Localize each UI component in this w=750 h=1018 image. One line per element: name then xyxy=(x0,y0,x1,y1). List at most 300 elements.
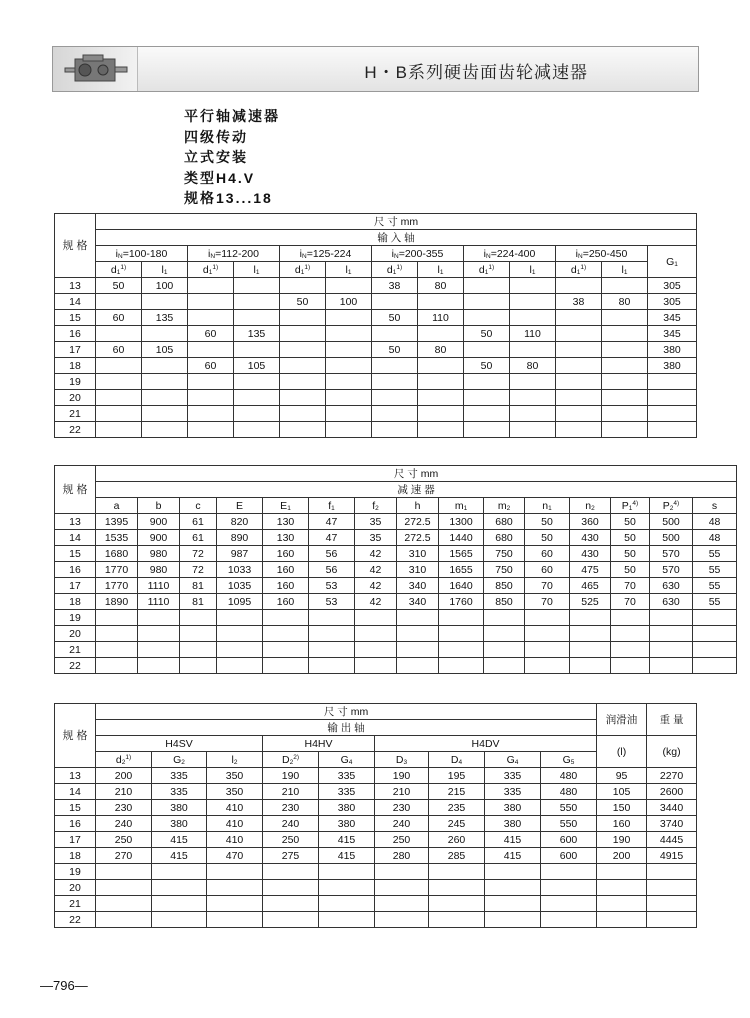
table-cell: 475 xyxy=(570,562,611,578)
product-description xyxy=(184,106,280,209)
table-cell: 900 xyxy=(138,514,180,530)
table-cell xyxy=(96,406,142,422)
table-cell: 80 xyxy=(418,278,464,294)
table-cell: 48 xyxy=(693,530,737,546)
table-cell xyxy=(280,374,326,390)
table-cell: 53 xyxy=(309,594,355,610)
table-cell: 35 xyxy=(355,530,397,546)
table-row xyxy=(55,880,697,896)
table-cell: 3740 xyxy=(647,816,697,832)
table-cell: 1395 xyxy=(96,514,138,530)
ratio-header: $i_N=250-450$ xyxy=(556,246,648,262)
table-cell: 230 xyxy=(96,800,152,816)
table-cell: 50 xyxy=(525,530,570,546)
table-cell: 890 xyxy=(217,530,263,546)
table-cell: 415 xyxy=(485,832,541,848)
table-cell xyxy=(234,422,280,438)
table-cell: 410 xyxy=(207,832,263,848)
table-cell: 16 xyxy=(55,816,96,832)
table-row xyxy=(55,800,697,816)
table-cell: 17 xyxy=(55,832,96,848)
table-cell xyxy=(142,358,188,374)
table-cell xyxy=(188,342,234,358)
table-cell xyxy=(611,626,650,642)
table-cell xyxy=(142,374,188,390)
table-cell xyxy=(556,390,602,406)
table-cell xyxy=(510,422,556,438)
table-cell: 550 xyxy=(541,816,597,832)
table-cell xyxy=(217,642,263,658)
table-cell xyxy=(142,422,188,438)
table-cell: 81 xyxy=(180,578,217,594)
table-cell xyxy=(326,310,372,326)
table-cell: 105 xyxy=(142,342,188,358)
table-cell: 160 xyxy=(263,562,309,578)
table-cell: 13 xyxy=(55,768,96,784)
table-cell: 135 xyxy=(142,310,188,326)
table-cell: 18 xyxy=(55,848,96,864)
table-cell: 100 xyxy=(326,294,372,310)
subtitle-line: 类型H4.V xyxy=(184,169,256,186)
table-cell: 80 xyxy=(602,294,648,310)
table-cell: 380 xyxy=(485,800,541,816)
table-cell: 38 xyxy=(556,294,602,310)
table-cell: 305 xyxy=(648,278,697,294)
page-header xyxy=(52,46,699,92)
table-cell: 55 xyxy=(693,594,737,610)
table-row xyxy=(55,768,697,784)
table-cell: 150 xyxy=(597,800,647,816)
table-cell xyxy=(510,294,556,310)
d1-header: $d_1^{1)}$ xyxy=(556,262,602,278)
table-cell: 1760 xyxy=(439,594,484,610)
table-cell xyxy=(648,374,697,390)
gear-reducer-icon xyxy=(53,47,138,91)
table-row xyxy=(55,816,697,832)
table-cell xyxy=(464,422,510,438)
subtitle-line: 立式安装 xyxy=(184,149,248,165)
table-cell xyxy=(648,422,697,438)
table-cell: 15 xyxy=(55,310,96,326)
table-cell xyxy=(326,342,372,358)
table-cell xyxy=(597,880,647,896)
table-cell: 160 xyxy=(597,816,647,832)
ratio-header: $i_N=100-180$ xyxy=(96,246,188,262)
table-cell: 335 xyxy=(152,784,207,800)
table-row xyxy=(55,848,697,864)
table-cell xyxy=(397,658,439,674)
table-cell: 1680 xyxy=(96,546,138,562)
table-row xyxy=(55,530,737,546)
table-cell: 50 xyxy=(525,514,570,530)
table-cell xyxy=(597,912,647,928)
group-header: 输 入 轴 xyxy=(96,230,697,246)
table-cell xyxy=(217,658,263,674)
subtitle-line: 规格13...18 xyxy=(184,190,273,206)
table-cell xyxy=(142,390,188,406)
table-cell xyxy=(372,390,418,406)
table-cell xyxy=(602,390,648,406)
table-cell: 21 xyxy=(55,642,96,658)
table-cell xyxy=(96,294,142,310)
table-cell: 95 xyxy=(597,768,647,784)
table-cell: 380 xyxy=(319,816,375,832)
table-cell: 20 xyxy=(55,390,96,406)
l1-header: $l_1$ xyxy=(234,262,280,278)
table-cell: 70 xyxy=(525,578,570,594)
table-cell xyxy=(188,406,234,422)
table-cell: 550 xyxy=(541,800,597,816)
table-cell: 1110 xyxy=(138,594,180,610)
table-cell xyxy=(650,610,693,626)
table-cell xyxy=(439,642,484,658)
ratio-header: $i_N=224-400$ xyxy=(464,246,556,262)
spec-header: 规 格 xyxy=(55,214,96,278)
table-cell: 50 xyxy=(464,326,510,342)
table-cell xyxy=(541,896,597,912)
column-header: $G_2$ xyxy=(152,752,207,768)
output-shaft-table xyxy=(54,703,697,928)
table-cell: 55 xyxy=(693,562,737,578)
table-cell xyxy=(693,642,737,658)
table-cell: 56 xyxy=(309,562,355,578)
table-cell: 345 xyxy=(648,326,697,342)
table-cell xyxy=(429,864,485,880)
table-cell xyxy=(188,310,234,326)
table-cell xyxy=(510,278,556,294)
table-cell xyxy=(372,358,418,374)
table-cell xyxy=(217,626,263,642)
table-cell: 13 xyxy=(55,514,96,530)
table-cell: 130 xyxy=(263,514,309,530)
table-cell xyxy=(464,278,510,294)
table-cell: 230 xyxy=(375,800,429,816)
table-cell: 415 xyxy=(319,848,375,864)
table-cell: 21 xyxy=(55,896,96,912)
table-cell: 340 xyxy=(397,594,439,610)
table-cell xyxy=(602,326,648,342)
table-cell: 42 xyxy=(355,594,397,610)
table-row xyxy=(55,374,697,390)
table-cell xyxy=(418,406,464,422)
table-cell xyxy=(372,422,418,438)
table-cell: 61 xyxy=(180,514,217,530)
table-cell: 500 xyxy=(650,514,693,530)
table-cell: 600 xyxy=(541,832,597,848)
table-cell xyxy=(541,880,597,896)
table-cell: 60 xyxy=(525,546,570,562)
table-cell: 50 xyxy=(96,278,142,294)
table-cell xyxy=(180,610,217,626)
table-cell xyxy=(326,326,372,342)
table-cell xyxy=(142,406,188,422)
table-cell: 380 xyxy=(152,816,207,832)
table-cell xyxy=(138,642,180,658)
table-cell xyxy=(263,896,319,912)
table-cell: 360 xyxy=(570,514,611,530)
table-cell: 110 xyxy=(510,326,556,342)
table-cell: 72 xyxy=(180,546,217,562)
table-cell: 55 xyxy=(693,546,737,562)
table-cell: 335 xyxy=(319,768,375,784)
table-cell: 60 xyxy=(188,326,234,342)
d1-header: $d_1^{1)}$ xyxy=(372,262,418,278)
table-cell: 105 xyxy=(234,358,280,374)
table-cell: 17 xyxy=(55,578,96,594)
table-cell: 310 xyxy=(397,562,439,578)
table-cell xyxy=(611,658,650,674)
table-cell xyxy=(510,406,556,422)
table-cell: 130 xyxy=(263,530,309,546)
table-cell xyxy=(138,610,180,626)
table-cell xyxy=(263,880,319,896)
table-cell xyxy=(556,326,602,342)
table-cell xyxy=(234,278,280,294)
table-cell xyxy=(372,294,418,310)
table-cell xyxy=(647,896,697,912)
table-cell xyxy=(418,374,464,390)
table-cell: 335 xyxy=(485,784,541,800)
table-cell: 19 xyxy=(55,610,96,626)
table-cell: 70 xyxy=(611,578,650,594)
table-cell: 470 xyxy=(207,848,263,864)
table-cell: 1440 xyxy=(439,530,484,546)
d1-header: $d_1^{1)}$ xyxy=(188,262,234,278)
table-cell xyxy=(650,658,693,674)
table-cell: 42 xyxy=(355,578,397,594)
table-row xyxy=(55,562,737,578)
column-header: $m_1$ xyxy=(439,498,484,514)
table-cell xyxy=(525,610,570,626)
table-cell: 135 xyxy=(234,326,280,342)
table-cell xyxy=(397,626,439,642)
page-number: —796— xyxy=(40,978,88,993)
table-cell: 415 xyxy=(485,848,541,864)
table-row xyxy=(55,422,697,438)
table-cell: 195 xyxy=(429,768,485,784)
table-cell xyxy=(234,406,280,422)
table-cell xyxy=(152,912,207,928)
table-cell: 4445 xyxy=(647,832,697,848)
table-cell: 335 xyxy=(152,768,207,784)
column-header: $n_2$ xyxy=(570,498,611,514)
table-cell xyxy=(556,374,602,390)
table-cell: 280 xyxy=(375,848,429,864)
table-cell xyxy=(541,912,597,928)
table-cell xyxy=(510,374,556,390)
table-cell: 50 xyxy=(611,562,650,578)
oil-header: 润滑油 xyxy=(597,704,647,736)
table-cell: 210 xyxy=(96,784,152,800)
table-cell: 50 xyxy=(611,546,650,562)
table-cell: 35 xyxy=(355,514,397,530)
table-cell xyxy=(96,326,142,342)
table-cell: 70 xyxy=(525,594,570,610)
table-cell xyxy=(152,896,207,912)
table-cell: 50 xyxy=(372,310,418,326)
table-cell xyxy=(602,310,648,326)
table-cell: 70 xyxy=(611,594,650,610)
table-cell xyxy=(525,658,570,674)
type-header: H4SV xyxy=(96,736,263,752)
reducer-dimension-table xyxy=(54,465,737,674)
table-row xyxy=(55,310,697,326)
table-cell: 240 xyxy=(375,816,429,832)
table-cell xyxy=(485,880,541,896)
table-cell xyxy=(418,326,464,342)
table-cell xyxy=(96,358,142,374)
table-cell: 900 xyxy=(138,530,180,546)
table-cell: 61 xyxy=(180,530,217,546)
table-cell: 56 xyxy=(309,546,355,562)
table-cell: 1770 xyxy=(96,578,138,594)
table-cell xyxy=(207,880,263,896)
table-cell: 42 xyxy=(355,546,397,562)
table-cell xyxy=(375,864,429,880)
table-cell: 17 xyxy=(55,342,96,358)
table-cell xyxy=(556,422,602,438)
table-cell: 2600 xyxy=(647,784,697,800)
table-cell: 47 xyxy=(309,514,355,530)
table-cell: 680 xyxy=(484,514,525,530)
ratio-header: $i_N=200-355$ xyxy=(372,246,464,262)
table-cell xyxy=(510,310,556,326)
table-cell: 235 xyxy=(429,800,485,816)
table-cell xyxy=(188,422,234,438)
table-row xyxy=(55,784,697,800)
table-cell: 1770 xyxy=(96,562,138,578)
table-cell xyxy=(280,342,326,358)
table-cell: 630 xyxy=(650,578,693,594)
table-cell: 230 xyxy=(263,800,319,816)
table-cell: 250 xyxy=(263,832,319,848)
column-header: $G_4$ xyxy=(319,752,375,768)
column-header: $D_2^{2)}$ xyxy=(263,752,319,768)
table-cell xyxy=(319,912,375,928)
table-cell xyxy=(525,626,570,642)
table-cell: 410 xyxy=(207,800,263,816)
table-row xyxy=(55,626,737,642)
ratio-header: $i_N=125-224$ xyxy=(280,246,372,262)
group-header: 减 速 器 xyxy=(96,482,737,498)
table-cell: 980 xyxy=(138,546,180,562)
table-cell xyxy=(397,642,439,658)
table-cell: 285 xyxy=(429,848,485,864)
table-cell xyxy=(234,310,280,326)
table-cell: 14 xyxy=(55,530,96,546)
table-cell: 22 xyxy=(55,658,96,674)
table-cell: 19 xyxy=(55,374,96,390)
table-cell: 270 xyxy=(96,848,152,864)
table-cell: 13 xyxy=(55,278,96,294)
table-cell xyxy=(372,374,418,390)
table-cell xyxy=(429,912,485,928)
table-cell xyxy=(570,610,611,626)
table-cell: 100 xyxy=(142,278,188,294)
table-cell xyxy=(96,880,152,896)
table-cell xyxy=(372,406,418,422)
table-cell: 260 xyxy=(429,832,485,848)
spec-header: 规 格 xyxy=(55,704,96,768)
table-cell: 50 xyxy=(372,342,418,358)
table-cell xyxy=(96,626,138,642)
table-cell: 72 xyxy=(180,562,217,578)
table-cell: 272.5 xyxy=(397,514,439,530)
table-cell xyxy=(429,880,485,896)
table-cell: 80 xyxy=(510,358,556,374)
table-cell: 47 xyxy=(309,530,355,546)
table-cell xyxy=(418,390,464,406)
table-cell xyxy=(439,658,484,674)
table-cell xyxy=(280,390,326,406)
table-cell xyxy=(570,642,611,658)
table-cell xyxy=(326,390,372,406)
table-cell: 250 xyxy=(96,832,152,848)
column-header: $d_2^{1)}$ xyxy=(96,752,152,768)
table-row xyxy=(55,278,697,294)
table-cell: 987 xyxy=(217,546,263,562)
table-cell: 18 xyxy=(55,594,96,610)
table-cell xyxy=(207,896,263,912)
table-cell xyxy=(217,610,263,626)
table-cell: 380 xyxy=(648,358,697,374)
table-cell: 105 xyxy=(597,784,647,800)
column-header: $m_2$ xyxy=(484,498,525,514)
table-cell: 15 xyxy=(55,546,96,562)
table-cell xyxy=(355,610,397,626)
d1-header: $d_1^{1)}$ xyxy=(96,262,142,278)
subtitle-line: 四级传动 xyxy=(184,128,248,145)
table-cell: 600 xyxy=(541,848,597,864)
table-row xyxy=(55,832,697,848)
table-cell xyxy=(464,294,510,310)
table-cell xyxy=(650,626,693,642)
table-cell xyxy=(647,864,697,880)
table-cell xyxy=(602,278,648,294)
table-cell: 2270 xyxy=(647,768,697,784)
table-cell xyxy=(597,864,647,880)
table-cell: 415 xyxy=(152,832,207,848)
table-cell xyxy=(142,294,188,310)
table-cell xyxy=(263,864,319,880)
spec-header: 规 格 xyxy=(55,466,96,514)
table-cell xyxy=(597,896,647,912)
table-cell xyxy=(96,642,138,658)
table-cell: 430 xyxy=(570,546,611,562)
table-cell: 50 xyxy=(280,294,326,310)
table-cell: 850 xyxy=(484,594,525,610)
type-header: H4HV xyxy=(263,736,375,752)
table-cell xyxy=(464,342,510,358)
table-cell: 415 xyxy=(152,848,207,864)
table-cell xyxy=(326,358,372,374)
table-cell: 380 xyxy=(648,342,697,358)
table-cell: 525 xyxy=(570,594,611,610)
table-cell xyxy=(556,342,602,358)
table-cell: 80 xyxy=(418,342,464,358)
table-cell: 1033 xyxy=(217,562,263,578)
table-cell xyxy=(319,896,375,912)
table-cell xyxy=(464,390,510,406)
table-cell xyxy=(234,374,280,390)
table-cell: 1655 xyxy=(439,562,484,578)
table-cell: 1110 xyxy=(138,578,180,594)
table-row xyxy=(55,610,737,626)
table-cell xyxy=(693,658,737,674)
table-row xyxy=(55,896,697,912)
table-cell xyxy=(309,610,355,626)
table-cell: 240 xyxy=(96,816,152,832)
